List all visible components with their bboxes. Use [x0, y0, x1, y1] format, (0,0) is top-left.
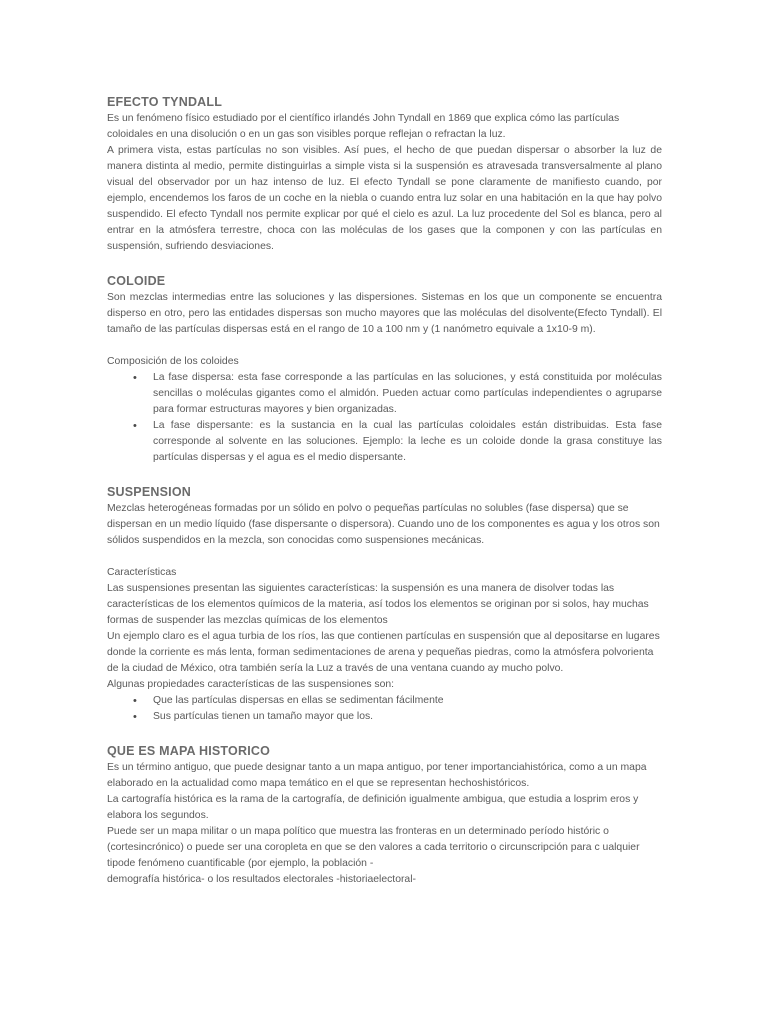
list-item: • La fase dispersa: esta fase corresponde a las partículas en las soluciones, y está constituida por moléculas sencillas o moléculas gigantes como el almidón. Pueden actuar como partículas independientes o agruparse para formar estructuras mayores y bien organizadas.	[153, 370, 662, 418]
paragraph: Algunas propiedades características de las suspensiones son:	[107, 679, 395, 690]
heading-efecto-tyndall: EFECTO TYNDALL	[107, 95, 223, 109]
heading-mapa-historico: QUE ES MAPA HISTORICO	[107, 744, 271, 758]
paragraph: Son mezclas intermedias entre las soluciones y las dispersiones. Sistemas en los que un componente se encuentra disperso en otro, pero las entidades dispersas son mucho mayores que las moléculas del disolvente(Efecto Tyndall). El tamaño de las partículas dispersas está en el rango de 10 a 100 nm y (1 nanómetro equivale a 1x10-9 m).	[107, 292, 662, 335]
bullet-list	[107, 370, 662, 466]
paragraph: demografía histórica- o los resultados electorales -historiaelectoral-	[107, 874, 416, 885]
subheading-composicion: Composición de los coloides	[107, 356, 239, 367]
list-item: • Que las partículas dispersas en ellas se sedimentan fácilmente	[153, 693, 662, 709]
paragraph: A primera vista, estas partículas no son visibles. Así pues, el hecho de que puedan dispersar o absorber la luz de manera distinta al medio, permite distinguirlas a simple vista si la suspensión es atravesada transversalmente al plano visual del observador por un haz intenso de luz. El efecto Tyndall se pone claramente de manifiesto cuando, por ejemplo, encendemos los faros de un coche en la niebla o cuando entra luz solar en una habitación en la que hay polvo suspendido. El efecto Tyndall nos permite explicar por qué el cielo es azul. La luz procedente del Sol es blanca, pero al entrar en la atmósfera terrestre, choca con las moléculas de los gases que la componen y con las partículas en suspensión, sufriendo desviaciones.	[107, 145, 662, 252]
list-item: • La fase dispersante: es la sustancia en la cual las partículas coloidales están distribuidas. Esta fase corresponde al solvente en las soluciones. Ejemplo: la leche es un coloide donde la grasa constituye las partículas dispersas y el agua es el medio dispersante.	[153, 418, 662, 466]
section-coloide	[107, 274, 662, 466]
paragraph: Las suspensiones presentan las siguientes características: la suspensión es una manera de disolver todas las características de los elementos químicos de la materia, así todos los elementos se originan por si solos, hay muchas formas de suspender las mezclas químicas de los elementos	[107, 583, 649, 626]
section-efecto-tyndall	[107, 95, 662, 255]
paragraph: Es un fenómeno físico estudiado por el científico irlandés John Tyndall en 1869 que explica cómo las partículas coloidales en una disolución o en un gas son visibles porque reflejan o refractan la luz.	[107, 113, 620, 140]
list-item: • Sus partículas tienen un tamaño mayor que los.	[153, 709, 662, 725]
paragraph: Mezclas heterogéneas formadas por un sólido en polvo o pequeñas partículas no solubles (fase dispersa) que se dispersan en un medio líquido (fase dispersante o dispersora). Cuando uno de los componentes es agua y los otros son sólidos suspendidos en la mezcla, son conocidas como suspensiones mecánicas.	[107, 503, 660, 546]
heading-suspension: SUSPENSION	[107, 485, 191, 499]
subheading-caracteristicas: Características	[107, 567, 177, 578]
paragraph: La cartografía histórica es la rama de la cartografía, de definición igualmente ambigua, que estudia a losprim eros y elabora los segundos.	[107, 794, 639, 821]
bullet-list	[107, 693, 662, 725]
paragraph: Un ejemplo claro es el agua turbia de los ríos, las que contienen partículas en suspensión que al depositarse en lugares donde la corriente es más lenta, forman sedimentaciones de arena y pequeñas piedras, como la atmósfera polvorienta de la ciudad de México, otra también sería la Luz a través de una ventana cuando ay mucho polvo.	[107, 631, 660, 674]
paragraph: Es un término antiguo, que puede designar tanto a un mapa antiguo, por tener importanciahistórica, como a un mapa elaborado en la actualidad como mapa temático en el que se representan hechoshistóricos.	[107, 762, 647, 789]
section-suspension	[107, 485, 662, 725]
section-mapa-historico	[107, 744, 662, 888]
paragraph: Puede ser un mapa militar o un mapa político que muestra las fronteras en un determinado período históric o (cortesincrónico) o puede ser una coropleta en que se den valores a cada territorio o circunscripción para c ualquier tipode fenómeno cuantificable (por ejemplo, la población -	[107, 826, 640, 869]
heading-coloide: COLOIDE	[107, 274, 166, 288]
